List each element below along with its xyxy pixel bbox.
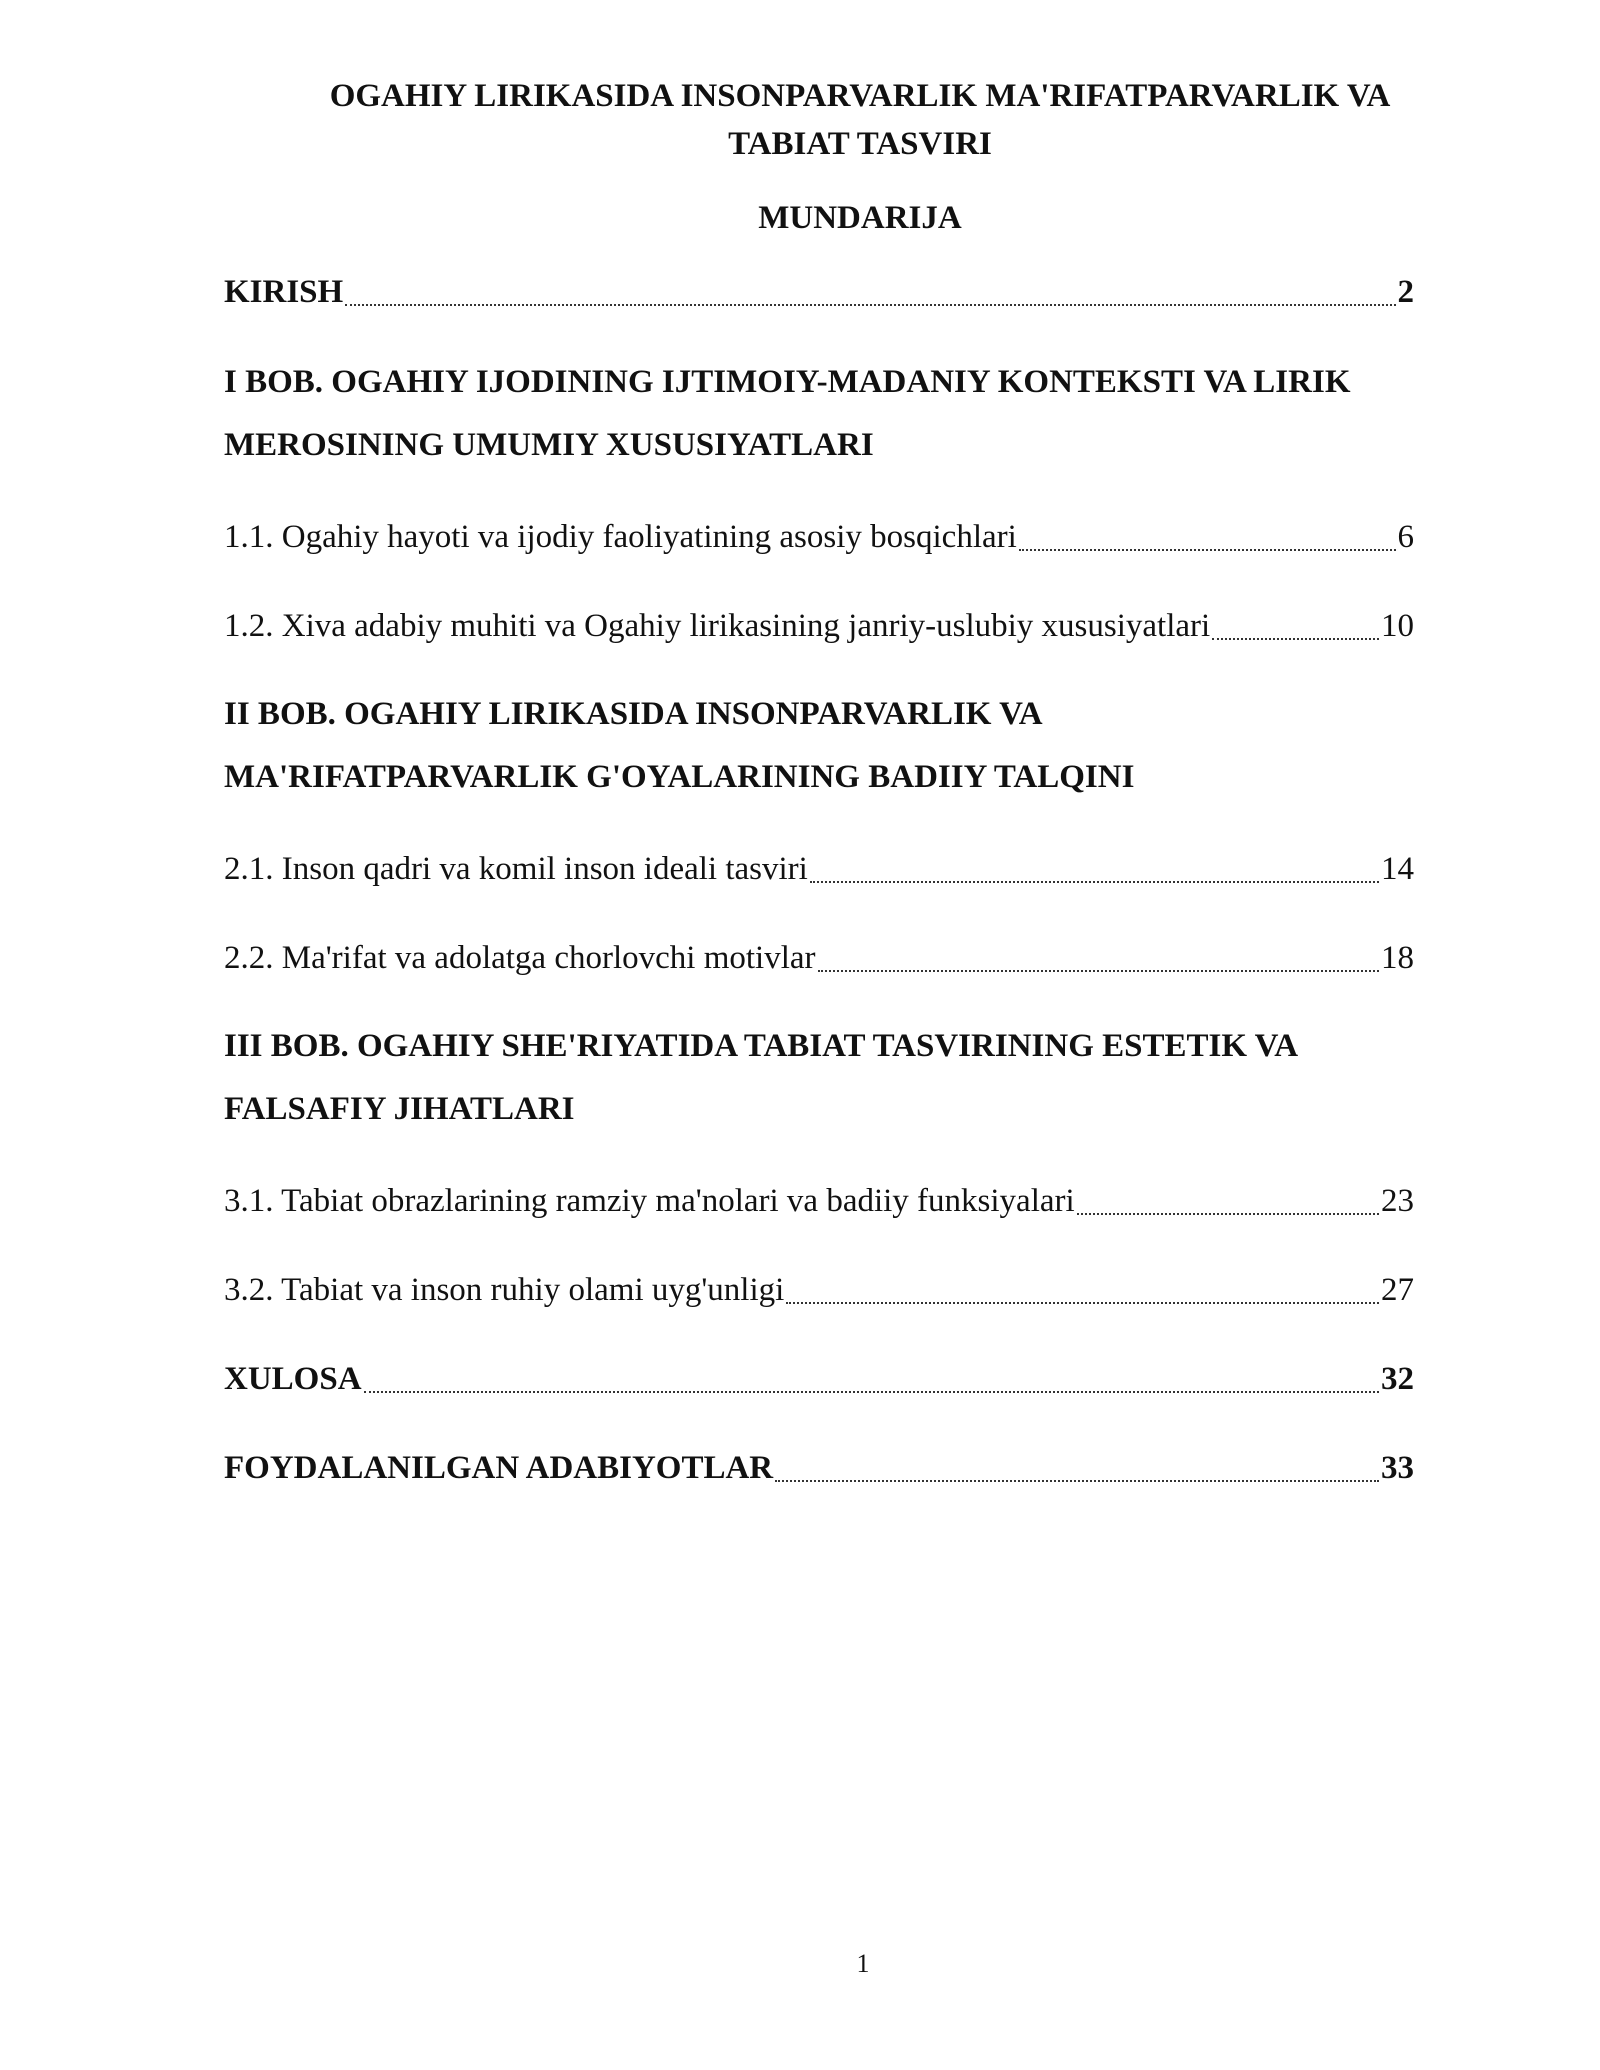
toc-entry-section-2-1[interactable]	[224, 845, 1414, 893]
toc-dot-leader	[364, 1391, 1379, 1393]
toc-dot-leader	[810, 881, 1379, 883]
toc-entry-text: 3.2. Tabiat va inson ruhiy olami uyg'unligi	[224, 1272, 785, 1308]
toc-entry-page: 27	[1381, 1272, 1414, 1308]
toc-dot-leader	[1212, 638, 1379, 640]
toc-chapter-1-line-2[interactable]: MEROSINING UMUMIY XUSUSIYATLARI	[224, 427, 874, 463]
toc-entry-intro[interactable]	[224, 268, 1414, 316]
toc-entry-text: 1.2. Xiva adabiy muhiti va Ogahiy lirikasining janriy-uslubiy xususiyatlari	[224, 608, 1211, 644]
toc-entry-page: 14	[1381, 851, 1414, 887]
toc-entry-section-2-2[interactable]	[224, 934, 1414, 982]
toc-entry-text: FOYDALANILGAN ADABIYOTLAR	[224, 1450, 774, 1486]
toc-entry-text: KIRISH	[224, 274, 344, 310]
toc-entry-page: 10	[1381, 608, 1414, 644]
toc-entry-page: 18	[1381, 940, 1414, 976]
toc-chapter-3-line-1[interactable]: III BOB. OGAHIY SHE'RIYATIDA TABIAT TASVIRINING ESTETIK VA	[224, 1028, 1299, 1064]
toc-dot-leader	[345, 304, 1395, 306]
toc-entry-section-1-2[interactable]	[224, 602, 1414, 650]
toc-entry-page: 2	[1397, 274, 1414, 310]
toc-entry-text: 2.2. Ma'rifat va adolatga chorlovchi motivlar	[224, 940, 816, 976]
toc-dot-leader	[1019, 549, 1396, 551]
toc-entry-section-3-2[interactable]	[224, 1266, 1414, 1314]
document-title-line-1: OGAHIY LIRIKASIDA INSONPARVARLIK MA'RIFATPARVARLIK VA	[329, 78, 1391, 114]
document-title-line-2: TABIAT TASVIRI	[728, 126, 992, 162]
toc-entry-text: XULOSA	[224, 1361, 362, 1397]
toc-entry-page: 6	[1397, 519, 1414, 555]
toc-dot-leader	[1077, 1213, 1379, 1215]
toc-chapter-2-line-2[interactable]: MA'RIFATPARVARLIK G'OYALARINING BADIIY TALQINI	[224, 759, 1135, 795]
toc-chapter-3-line-2[interactable]: FALSAFIY JIHATLARI	[224, 1091, 575, 1127]
page-number: 1	[856, 1949, 870, 1978]
toc-entry-page: 32	[1381, 1361, 1414, 1397]
toc-chapter-2-line-1[interactable]: II BOB. OGAHIY LIRIKASIDA INSONPARVARLIK VA	[224, 696, 1043, 732]
toc-chapter-1-line-1[interactable]: I BOB. OGAHIY IJODINING IJTIMOIY-MADANIY KONTEKSTI VA LIRIK	[224, 364, 1351, 400]
toc-heading: MUNDARIJA	[758, 200, 962, 236]
toc-dot-leader	[775, 1480, 1379, 1482]
toc-entry-page: 33	[1381, 1450, 1414, 1486]
toc-entry-text: 1.1. Ogahiy hayoti va ijodiy faoliyatining asosiy bosqichlari	[224, 519, 1017, 555]
toc-entry-text: 3.1. Tabiat obrazlarining ramziy ma'nolari va badiiy funksiyalari	[224, 1183, 1075, 1219]
toc-dot-leader	[818, 970, 1379, 972]
toc-entry-text: 2.1. Inson qadri va komil inson ideali tasviri	[224, 851, 808, 887]
toc-entry-section-3-1[interactable]	[224, 1177, 1414, 1225]
toc-entry-references[interactable]	[224, 1444, 1414, 1492]
toc-entry-section-1-1[interactable]	[224, 513, 1414, 561]
toc-entry-conclusion[interactable]	[224, 1355, 1414, 1403]
toc-dot-leader	[786, 1302, 1379, 1304]
toc-entry-page: 23	[1381, 1183, 1414, 1219]
